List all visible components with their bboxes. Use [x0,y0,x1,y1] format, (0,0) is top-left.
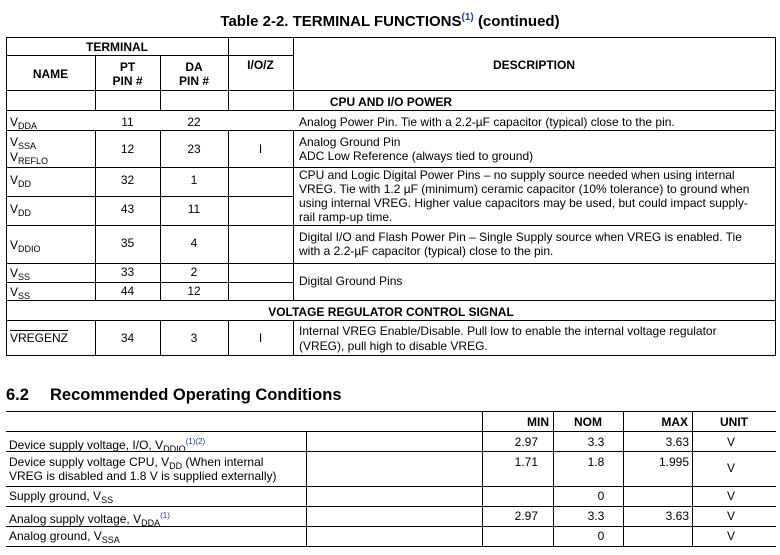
header-max: MAX [661,415,688,429]
table-rule [6,196,293,197]
header-pt-pin-line2: PIN # [112,74,143,88]
table-rule [293,320,294,355]
header-min: MIN [527,415,549,429]
header-unit: UNIT [720,415,748,429]
parameter-name: Device supply voltage CPU, $V_{DD}$ (When internal [9,455,264,471]
pt-pin-number: 43 [120,202,135,216]
table-rule [692,411,693,546]
table-caption-title: Table 2-2. TERMINAL FUNCTIONS [220,13,462,30]
table-rule [6,431,776,432]
value-min: 2.97 [514,435,538,449]
pin-name: $V_{SS}$ [10,285,31,301]
pt-pin-number: 12 [120,142,135,156]
pt-pin-number: 33 [120,265,135,279]
value-min: 1.71 [514,455,538,469]
table-rule [623,411,624,546]
value-max: 1.995 [658,455,689,469]
pin-description: Analog Ground Pin [299,135,401,149]
pt-pin-number: 35 [120,236,135,250]
value-unit: V [726,529,735,543]
pin-description: Digital I/O and Flash Power Pin – Single Supply source when VREG is enabled. Tie [299,230,742,244]
parameter-name: Analog supply voltage, $V_{DDA}^{(1)}$ [9,511,170,528]
parameter-name: Supply ground, $V_{SS}$ [9,489,114,505]
table-rule [6,55,293,56]
pt-pin-number: 34 [120,331,135,345]
value-nom: 3.3 [587,509,605,523]
table-rule [6,282,293,283]
pin-description: CPU and Logic Digital Power Pins – no supply source needed when using internal [299,168,735,182]
pin-io-type: I [258,331,263,345]
da-pin-number: 23 [187,142,201,156]
pt-pin-number: 11 [121,115,134,129]
pin-name: $V_{DD}$ [10,202,32,218]
table-rule [553,411,554,546]
terminal-functions-table [6,37,776,357]
table-rule [6,263,776,264]
pin-name: $V_{SS}$ [10,266,31,282]
value-max: 3.63 [665,435,689,449]
value-nom: 0 [597,489,605,503]
pin-description: with a 2.2-µF capacitor (typical) close to the pin. [299,244,554,258]
header-da-pin-line2: PIN # [178,74,209,88]
da-pin-number: 3 [190,331,198,345]
pin-description: rail ramp-up time. [299,210,393,224]
table-rule [6,506,776,507]
table-rule [293,130,294,300]
pin-description: Analog Power Pin. Tie with a 2.2-µF capacitor (typical) close to the pin. [299,115,675,129]
pin-description: Digital Ground Pins [299,274,403,288]
table-rule [6,355,776,356]
table-rule [306,431,307,546]
pin-name: $V_{DD}$ [10,173,32,189]
section-number: 6.2 [6,386,29,404]
footnote-link[interactable]: (1)(2) [185,437,206,446]
da-pin-number: 4 [190,236,198,250]
parameter-name: Device supply voltage, I/O, $V_{DDIO}^{(1)(2)}$ [9,437,206,454]
header-terminal: TERMINAL [86,40,148,54]
table-rule [6,486,776,487]
pin-name: VREGENZ [10,331,69,345]
parameter-name: Analog ground, $V_{SSA}$ [9,529,120,545]
pin-name-alt: $V_{REFLO}$ [10,150,49,166]
section-heading [6,386,342,405]
table-rule [6,300,776,301]
table-rule [6,320,776,321]
section-voltage-regulator: VOLTAGE REGULATOR CONTROL SIGNAL [268,305,514,319]
header-io: I/O/Z [247,58,274,72]
pin-description: using internal VREG. Higher value capacitors may be used, but could impact supply- [299,196,748,210]
value-nom: 3.3 [587,435,605,449]
header-description: DESCRIPTION [492,58,575,72]
value-nom: 0 [597,529,605,543]
parameter-name-continued: VREG is disabled and 1.8 V is supplied externally) [9,469,277,483]
table-rule [6,225,776,226]
pin-description: VREG. Tie with 1.2 µF (minimum) ceramic capacitor (10% tolerance) to ground when [299,182,750,196]
pin-name: $V_{DDIO}$ [10,238,41,254]
header-name: NAME [32,67,69,81]
table-caption-suffix: (continued) [477,13,560,30]
table-rule [6,411,776,412]
da-pin-number: 22 [187,115,201,129]
value-unit: V [726,489,735,503]
pin-name: $V_{SSA}$ [10,135,37,151]
pin-description: ADC Low Reference (always tied to ground) [299,149,534,163]
table-caption-footnote-link[interactable]: (1) [461,12,474,23]
table-rule [6,37,776,38]
pin-description: (VREG), pull high to disable VREG. [299,339,488,353]
da-pin-number: 2 [190,265,198,279]
table-rule [482,411,483,546]
footnote-link[interactable]: (1) [160,511,170,520]
table-rule [6,546,776,547]
pin-name: $V_{DDA}$ [10,115,38,131]
value-unit: V [726,509,735,523]
table-rule [6,130,776,131]
value-max: 3.63 [665,509,689,523]
value-unit: V [726,435,735,449]
da-pin-number: 1 [190,173,198,187]
value-nom: 1.8 [587,455,605,469]
header-da-pin-line1: DA [185,60,203,74]
header-nom: NOM [574,415,602,429]
pt-pin-number: 44 [120,284,135,298]
da-pin-number: 12 [187,284,201,298]
table-rule [6,110,776,111]
table-rule [6,90,776,91]
table-caption [0,12,780,30]
header-pt-pin-line1: PT [119,60,136,74]
da-pin-number: 11 [187,202,201,216]
section-cpu-io-power: CPU AND I/O POWER [329,95,453,109]
value-unit: V [726,461,735,475]
section-title: Recommended Operating Conditions [50,386,342,404]
pt-pin-number: 32 [120,173,135,187]
pin-description: Internal VREG Enable/Disable. Pull low to enable the internal voltage regulator [299,324,717,338]
value-min: 2.97 [514,509,538,523]
pin-io-type: I [258,142,263,156]
